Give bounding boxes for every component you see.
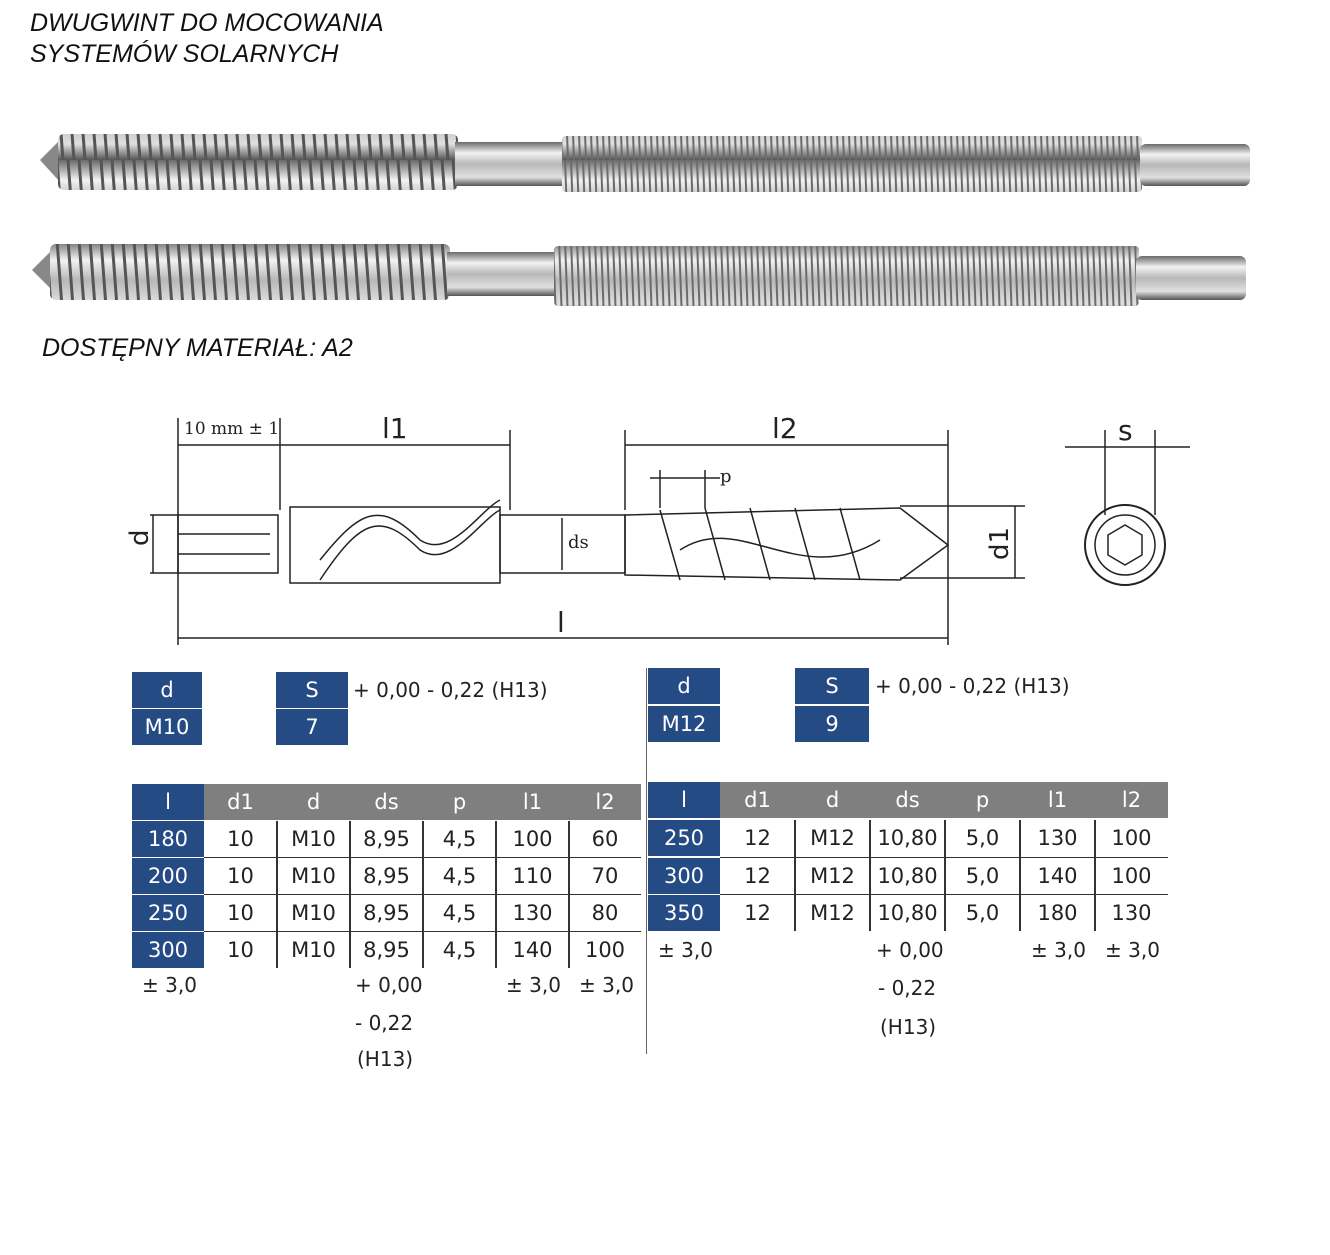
right-cell-d: M12 [810,901,855,925]
left-cell-l1: 100 [512,827,553,851]
left-tol-ds-2: - 0,22 [355,1011,414,1035]
right-cell-ds: 10,80 [877,826,938,850]
material-text: DOSTĘPNY MATERIAŁ: A2 [42,334,353,362]
left-cell-ds: 8,95 [363,827,410,851]
screw-photo-bottom [32,244,1246,306]
left-d-label: d [132,672,202,708]
title-line-1: DWUGWINT DO MOCOWANIA [30,9,384,37]
col-divider [568,821,570,968]
tables-divider [646,668,647,1054]
col-divider [869,820,871,931]
right-header-p: p [945,782,1020,818]
right-cell-l2: 130 [1111,901,1152,925]
left-s-value: 7 [276,709,348,745]
left-header-l1: l1 [496,784,569,820]
right-cell-d1: 12 [744,826,771,850]
col-divider [944,820,946,931]
left-cell-d1: 10 [227,864,254,888]
right-cell-d1: 12 [744,864,771,888]
left-cell-p: 4,5 [442,901,477,925]
left-cell-ds: 8,95 [363,901,410,925]
left-cell-l1: 130 [512,901,553,925]
screw-photo-top [40,134,1250,192]
left-cell-d: M10 [291,864,336,888]
left-cell-d1: 10 [227,901,254,925]
right-s-tolerance: + 0,00 - 0,22 (H13) [875,674,1070,698]
left-s-tolerance: + 0,00 - 0,22 (H13) [353,678,548,702]
right-header-l1: l1 [1020,782,1095,818]
right-s-value: 9 [795,706,869,742]
dim-ds-label: ds [568,532,589,553]
right-cell-ds: 10,80 [877,864,938,888]
dim-d1-label: d1 [985,526,1015,560]
left-header-l: l [132,784,204,820]
right-tol-ds-2: - 0,22 [878,976,937,1000]
right-header-d: d [795,782,870,818]
left-d-value: M10 [132,709,202,745]
left-tol-ds-1: + 0,00 [355,973,423,997]
right-tol-ds-1: + 0,00 [876,938,944,962]
left-cell-l: 180 [132,821,204,857]
col-divider [1094,820,1096,931]
left-tol-l: ± 3,0 [142,973,197,997]
left-cell-l1: 140 [512,938,553,962]
right-cell-l1: 140 [1037,864,1078,888]
right-tol-ds-3: (H13) [880,1015,937,1039]
right-header-d1: d1 [720,782,795,818]
left-cell-d1: 10 [227,827,254,851]
dim-s-label: s [1118,414,1133,447]
left-header-d1: d1 [204,784,277,820]
left-tol-l2: ± 3,0 [579,973,634,997]
left-cell-p: 4,5 [442,864,477,888]
right-cell-l: 350 [648,895,720,931]
left-cell-p: 4,5 [442,827,477,851]
left-cell-d: M10 [291,901,336,925]
left-cell-l2: 100 [584,938,626,962]
left-header-l2: l2 [569,784,641,820]
left-header-d: d [277,784,350,820]
dim-p-label: p [720,466,732,487]
left-tol-l1: ± 3,0 [506,973,561,997]
right-header-l2: l2 [1095,782,1168,818]
product-photo [0,0,1330,330]
left-cell-l: 250 [132,895,204,931]
dim-l2-label: l2 [772,412,798,445]
dim-l1-label: l1 [382,412,408,445]
col-divider [276,821,278,968]
right-cell-l1: 180 [1037,901,1078,925]
left-cell-ds: 8,95 [363,864,410,888]
right-cell-p: 5,0 [965,864,1000,888]
right-d-label: d [648,668,720,704]
dim-10mm-label: 10 mm ± 1 [184,419,280,439]
left-header-p: p [423,784,496,820]
left-s-label: S [276,672,348,708]
dim-d-label: d [125,529,155,546]
right-cell-p: 5,0 [965,826,1000,850]
right-s-label: S [795,668,869,704]
left-cell-l2: 70 [591,864,619,888]
right-cell-l2: 100 [1111,864,1152,888]
left-header-ds: ds [350,784,423,820]
left-cell-l: 200 [132,858,204,894]
right-cell-l: 250 [648,820,720,856]
right-d-value: M12 [648,706,720,742]
left-cell-d: M10 [291,938,336,962]
right-tol-l1: ± 3,0 [1031,938,1086,962]
technical-drawing [120,400,1220,660]
right-tol-l2: ± 3,0 [1105,938,1160,962]
right-cell-p: 5,0 [965,901,1000,925]
right-cell-l2: 100 [1111,826,1152,850]
right-cell-l1: 130 [1037,826,1078,850]
right-cell-d1: 12 [744,901,771,925]
col-divider [495,821,497,968]
col-divider [794,820,796,931]
title-line-2: SYSTEMÓW SOLARNYCH [30,40,339,68]
right-cell-ds: 10,80 [877,901,938,925]
left-cell-l1: 110 [512,864,553,888]
col-divider [349,821,351,968]
col-divider [422,821,424,968]
right-header-l: l [648,782,720,818]
left-tol-ds-3: (H13) [357,1047,414,1071]
left-cell-ds: 8,95 [363,938,410,962]
col-divider [1019,820,1021,931]
right-header-ds: ds [870,782,945,818]
right-cell-d: M12 [810,864,855,888]
right-cell-l: 300 [648,858,720,894]
dim-l-label: l [557,606,565,639]
left-cell-l2: 80 [591,901,619,925]
left-cell-l: 300 [132,932,204,968]
right-cell-d: M12 [810,826,855,850]
left-cell-d: M10 [291,827,336,851]
right-tol-l: ± 3,0 [658,938,713,962]
left-cell-l2: 60 [591,827,619,851]
left-cell-d1: 10 [227,938,254,962]
left-cell-p: 4,5 [442,938,477,962]
